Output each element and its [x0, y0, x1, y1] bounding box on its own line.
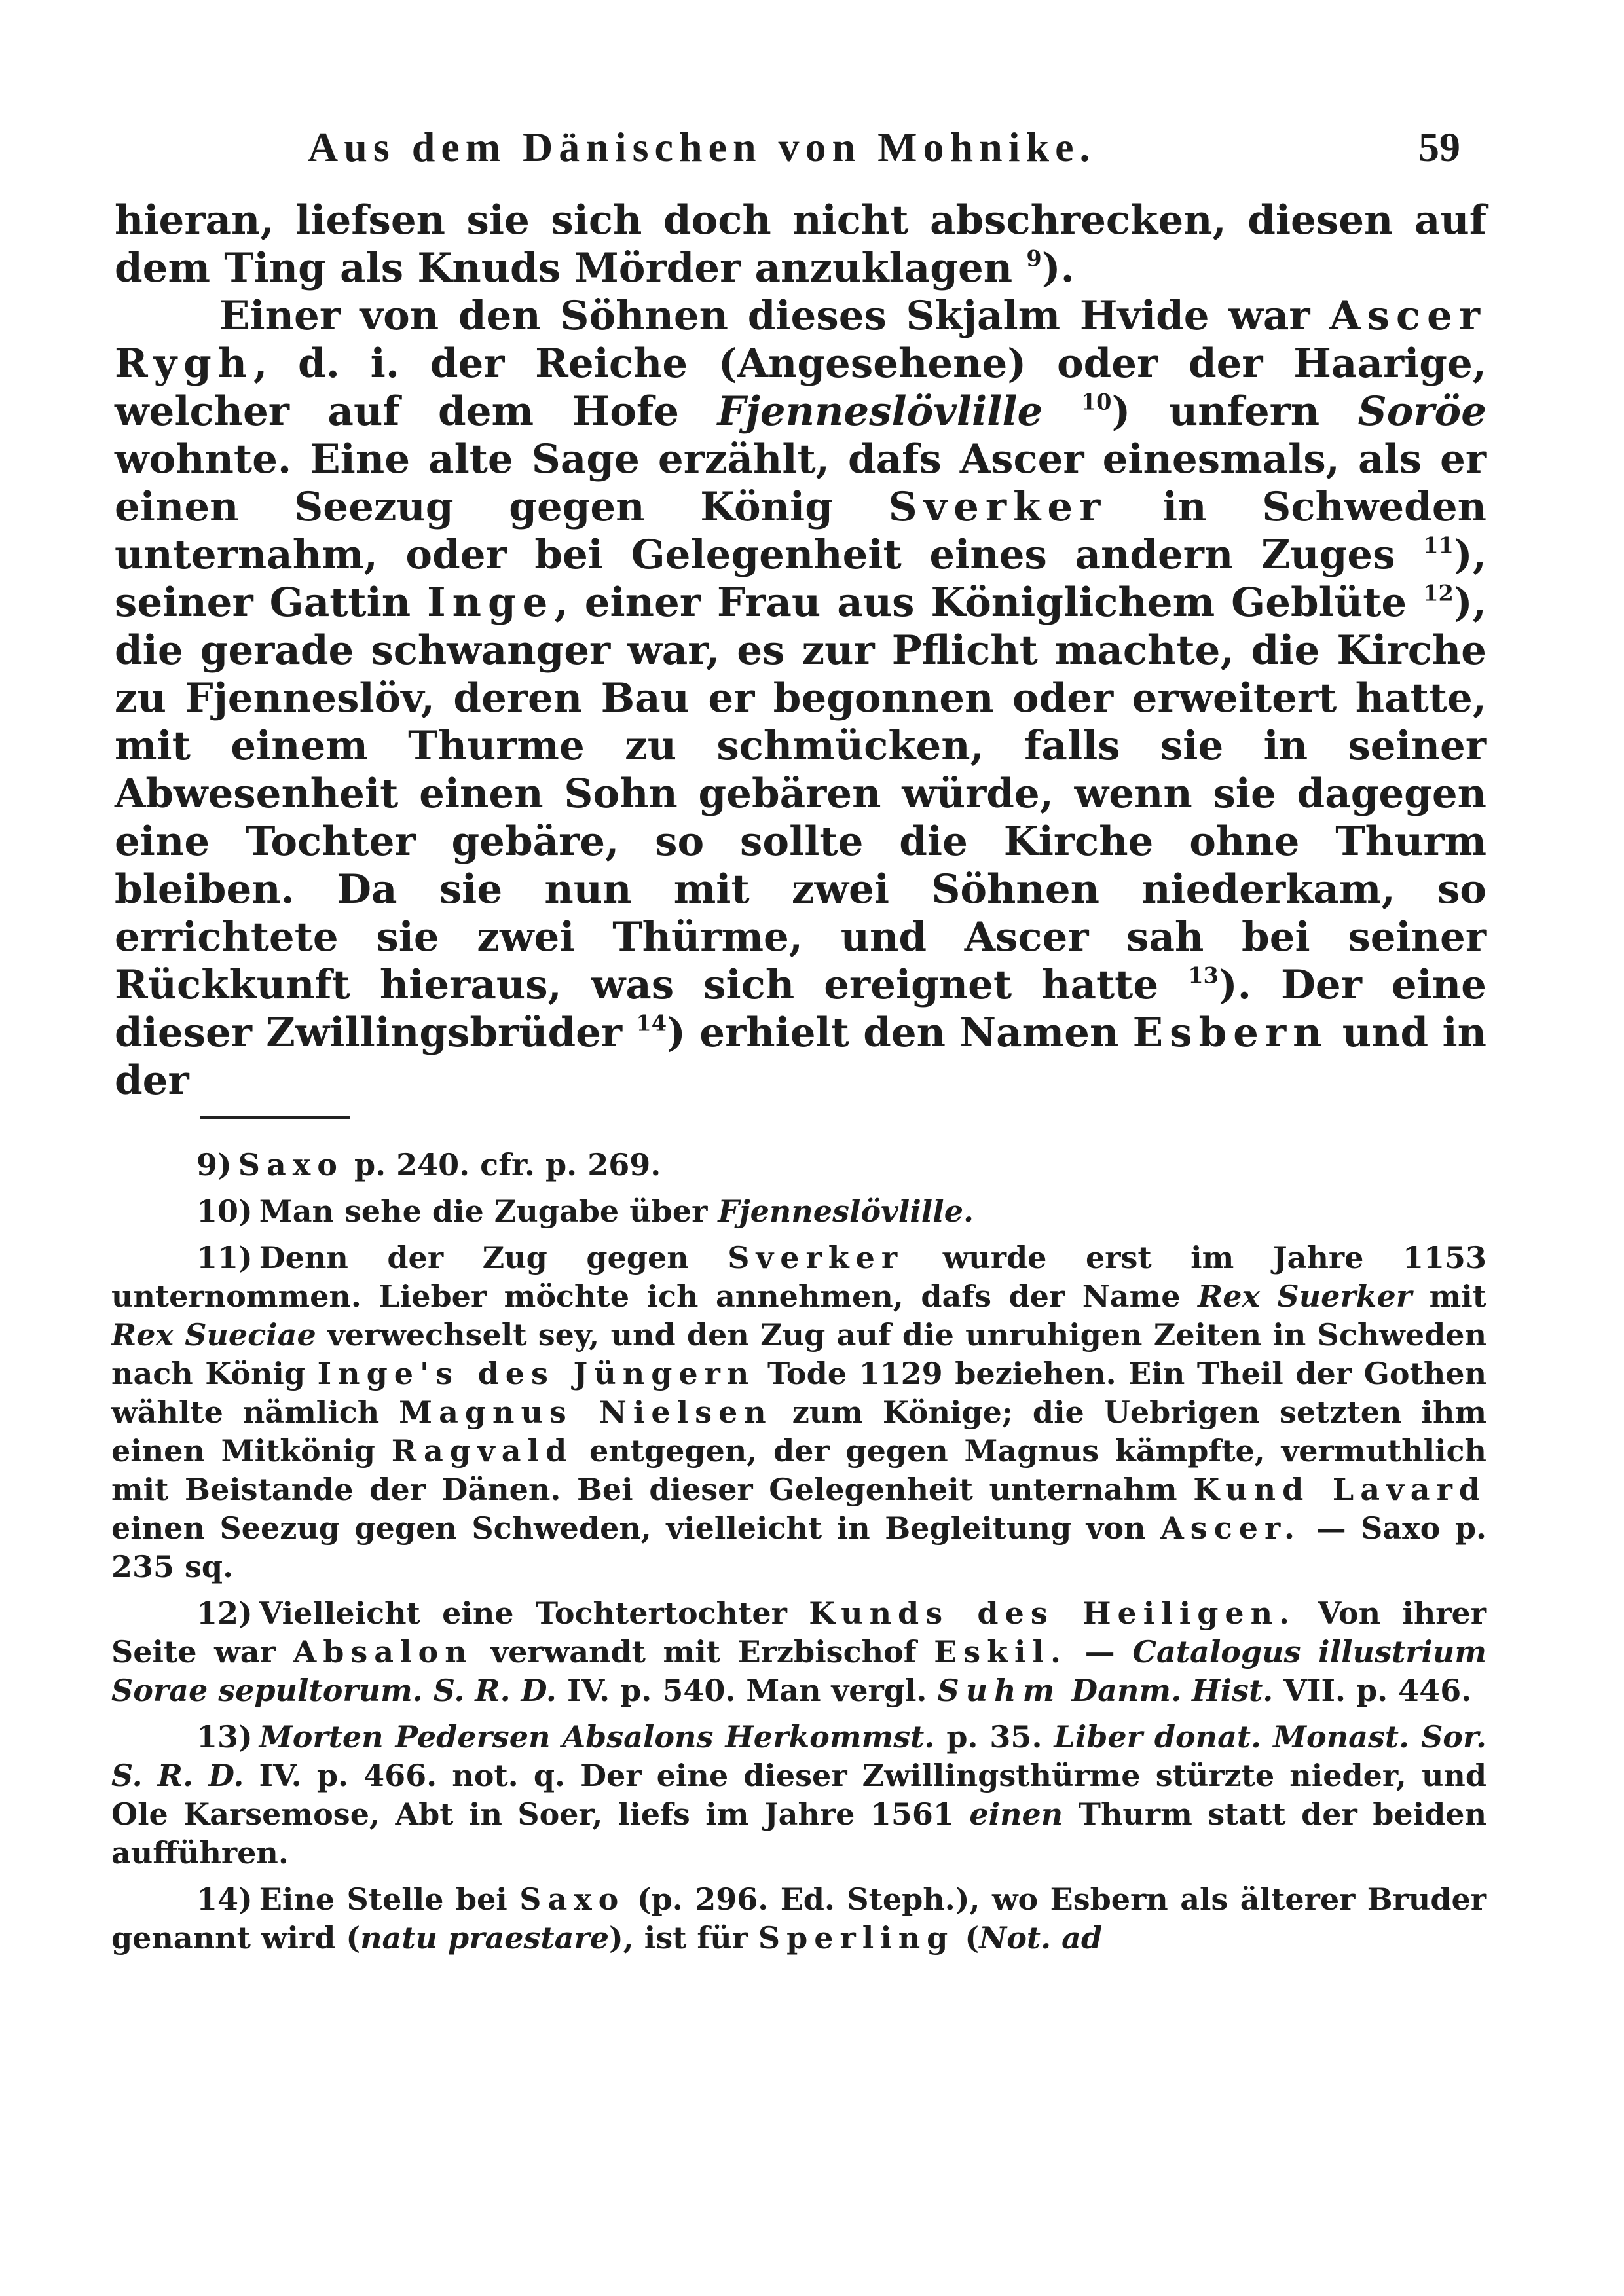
footnote-9	[111, 1146, 1486, 1184]
text-span: einen Seezug gegen Schweden, vielleicht in Begleitung von	[111, 1510, 1146, 1546]
text-span: (p. 296. Ed. Steph.), wo Esbern als älterer Bruder genannt wird (	[111, 1882, 1487, 1956]
text-span: Vielleicht eine Tochtertochter	[259, 1595, 787, 1631]
text-span: Sverker	[728, 1240, 904, 1275]
footnote-14	[111, 1880, 1486, 1958]
text-span: Von ihrer Seite war	[111, 1595, 1487, 1669]
text-span: Not. ad	[979, 1920, 1103, 1956]
text-span: , d. i. der Reiche (Angesehene) oder der Haarige, welcher auf dem Hofe	[115, 340, 1486, 435]
paragraph-2	[115, 292, 1486, 1104]
text-span: entgegen, der gegen Magnus kämpfte, vermuthlich mit Beistande der Dänen. Bei dieser Gelegenheit unternahm	[111, 1433, 1487, 1507]
text-span: und in der	[115, 1010, 1486, 1104]
text-span: Einer von den Söhnen dieses Skjalm Hvide war	[219, 293, 1310, 339]
text-span: VII. p. 446.	[1283, 1673, 1472, 1708]
text-span: Liber donat. Monast. Sor. S. R. D.	[111, 1719, 1486, 1793]
text-span: , einer Frau aus Königlichem Geblüte	[554, 579, 1407, 626]
footnote-ref-11: 11	[1423, 532, 1454, 558]
main-text	[115, 196, 1486, 1104]
page-number: 59	[1418, 124, 1460, 170]
text-span: Sperling	[758, 1920, 955, 1956]
text-span: Rex Sueciae	[111, 1317, 316, 1353]
text-span: Suhm	[937, 1673, 1061, 1708]
footnote-number: 11)	[196, 1240, 253, 1275]
text-span: Absalon	[293, 1634, 473, 1669]
text-span: verwechselt sey, und den Zug auf die unruhigen Zeiten in Schweden nach König	[111, 1317, 1487, 1391]
text-span: Ragvald	[391, 1433, 574, 1468]
footnote-number: 12)	[196, 1595, 253, 1631]
footnote-number: 9)	[196, 1147, 232, 1182]
text-span: Eskil.	[934, 1634, 1067, 1669]
text-span: Morten Pedersen Absalons Herkommst.	[259, 1719, 935, 1755]
footnote-ref-13: 13	[1188, 962, 1219, 989]
footnote-number: 13)	[196, 1719, 253, 1755]
footnote-number: 10)	[196, 1194, 253, 1229]
footnote-ref-10: 10	[1080, 388, 1112, 415]
text-span: Rex Suerker	[1198, 1279, 1412, 1314]
text-span: in Schweden unternahm, oder bei Gelegenheit eines andern Zuges	[115, 484, 1486, 578]
text-span: verwandt mit Erzbischof	[490, 1634, 917, 1669]
name-saxo: Saxo	[238, 1147, 344, 1182]
text-span: IV. p. 466. not. q. Der eine dieser Zwillingsthürme stürzte nieder, und Ole Karsemose, Abt in Soer, liefs im Jahre 1561	[111, 1758, 1487, 1832]
text-span: Denn der Zug gegen	[259, 1240, 689, 1275]
place-fjenneslovlille: Fjenneslövlille	[717, 388, 1043, 435]
text-span: ), ist für	[608, 1920, 748, 1956]
text-span: Danm. Hist.	[1071, 1673, 1274, 1708]
text-span: p. 35.	[946, 1719, 1043, 1755]
text-span: Kund Lavard	[1193, 1472, 1487, 1507]
footnote-13	[111, 1718, 1486, 1872]
text-span: natu praestare	[360, 1920, 609, 1956]
footnote-10	[111, 1192, 1486, 1231]
text-span: —	[1084, 1634, 1115, 1669]
text-span: Saxo	[519, 1882, 625, 1917]
text-span: (	[965, 1920, 980, 1956]
text-span: — Saxo p. 235 sq.	[111, 1510, 1487, 1584]
footnote-number: 14)	[196, 1882, 253, 1917]
text-span: ) erhielt den Namen	[667, 1010, 1119, 1056]
text-span: ).	[1041, 245, 1075, 291]
text-span: Man sehe die Zugabe über	[259, 1194, 708, 1229]
running-head	[111, 123, 1480, 182]
text-span: Kunds des Heiligen.	[809, 1595, 1297, 1631]
place-soroe: Soröe	[1357, 388, 1487, 435]
text-span: p. 240. cfr. p. 269.	[354, 1147, 661, 1182]
text-span: Thurm statt der beiden aufführen.	[111, 1796, 1487, 1870]
text-span: zum Könige; die Uebrigen setzten ihm einen Mitkönig	[111, 1394, 1487, 1468]
paragraph-1	[115, 196, 1486, 292]
text-span: Fjenneslövlille.	[718, 1194, 974, 1229]
footnote-ref-9: 9	[1026, 245, 1042, 272]
text-span: ). Der eine dieser Zwillingsbrüder	[115, 962, 1486, 1056]
running-title: Aus dem Dänischen von Mohnike.	[308, 124, 1096, 170]
text-span: Catalogus illustrium Sorae sepultorum. S. R. D.	[111, 1634, 1487, 1708]
text-span: wurde erst im Jahre 1153 unternommen. Lieber möchte ich annehmen, dafs der Name	[111, 1240, 1487, 1314]
footnote-12	[111, 1594, 1486, 1710]
footnote-divider	[200, 1116, 350, 1119]
text-span: hieran, liefsen sie sich doch nicht abschrecken, diesen auf dem Ting als Knuds Mörder anzuklagen	[115, 197, 1486, 291]
text-span: wohnte. Eine alte Sage erzählt, dafs Ascer einesmals, als er einen Seezug gegen König	[115, 436, 1486, 530]
text-span: mit	[1429, 1279, 1487, 1314]
name-inge: Inge	[427, 579, 555, 626]
text-span: ) unfern	[1111, 388, 1320, 435]
text-span: Tode 1129 beziehen. Ein Theil der Gothen wählte nämlich	[111, 1356, 1487, 1430]
name-esbern: Esbern	[1132, 1010, 1329, 1056]
text-span: einen	[969, 1796, 1063, 1832]
footnotes	[111, 1146, 1486, 1965]
text-span: IV. p. 540. Man vergl.	[566, 1673, 927, 1708]
name-sverker: Sverker	[888, 484, 1107, 530]
text-span: ), die gerade schwanger war, es zur Pflicht machte, die Kirche zu Fjenneslöv, deren Bau er begonnen oder erweitert hatte, mit einem Thurme zu schmücken, falls sie in seiner Abwesenheit einen Sohn gebären würde, wenn sie dagegen eine Tochter gebäre, so sollte die Kirche ohne Thurm bleiben. Da sie nun mit zwei Söhnen niederkam, so errichtete sie zwei Thürme, und Ascer sah bei seiner Rückkunft hieraus, was sich ereignet hatte	[115, 579, 1486, 1008]
text-span: ), seiner Gattin	[115, 532, 1486, 626]
footnote-11	[111, 1239, 1486, 1586]
text-span: Magnus Nielsen	[399, 1394, 773, 1430]
text-span: Ascer.	[1160, 1510, 1301, 1546]
text-span: Eine Stelle bei	[259, 1882, 507, 1917]
name-ascer-rygh: Ascer Rygh	[115, 293, 1486, 387]
text-span: Inge's des Jüngern	[317, 1356, 756, 1391]
footnote-ref-12: 12	[1423, 579, 1454, 606]
footnote-ref-14: 14	[636, 1010, 667, 1036]
